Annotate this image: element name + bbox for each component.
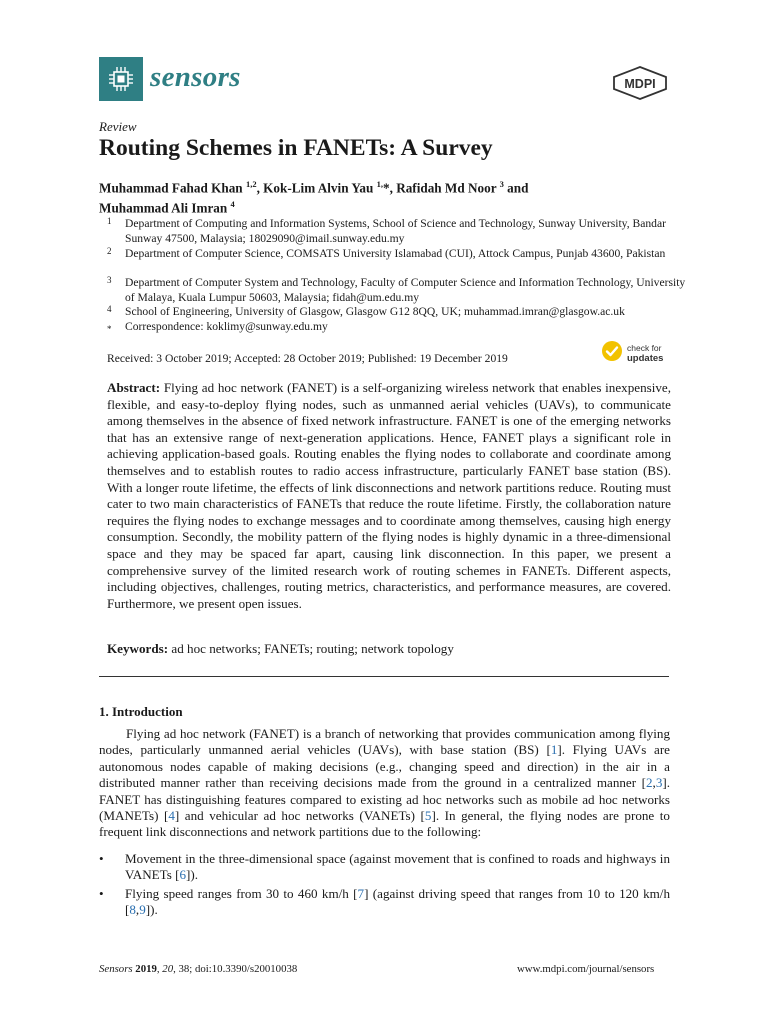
affiliation-mark: 1 bbox=[107, 216, 112, 226]
author-affil-sup: 1, bbox=[376, 179, 383, 189]
check-updates-line2: updates bbox=[627, 352, 664, 364]
citation-link[interactable]: 1 bbox=[550, 742, 558, 758]
bullet-text: ]). bbox=[186, 867, 199, 883]
author-name[interactable]: Muhammad Fahad Khan bbox=[99, 180, 243, 196]
section-heading: 1. Introduction bbox=[99, 704, 183, 719]
bullet-text: Flying speed ranges from 30 to 460 km/h [ bbox=[125, 886, 358, 901]
abstract bbox=[107, 380, 671, 612]
intro-paragraph bbox=[99, 726, 670, 841]
affiliation-1 bbox=[107, 217, 687, 247]
citation-link[interactable]: 7 bbox=[357, 886, 365, 901]
keywords-label: Keywords: bbox=[107, 641, 169, 656]
intro-text: , bbox=[652, 775, 656, 791]
footer-details: , 38; doi:10.3390/s20010038 bbox=[173, 963, 298, 975]
affiliation-4 bbox=[107, 305, 687, 320]
abstract-text: Flying ad hoc network (FANET) is a self-organizing wireless network that enables inexpensive, flexible, and easy-to-deploy flying nodes, such as unmanned aerial vehicles (UAVs), to communicate among themselves in the absence of fixed network infrastructure. FANET is one of the emerging networks that has an extensive range of next-generation applications. Hence, FANET plays a significant role in achieving application-based goals. Routing enables the flying nodes to collaborate and coordinate among themselves and to establish routes to radio access infrastructure, particularly FANET base station (BS). With a longer route lifetime, the effects of link disconnections and network partitions reduce. Routing must cater to two main characteristics of FANETs that reduce the route lifetime. Firstly, the collaboration nature requires the flying nodes to exchange messages and to coordinate among themselves, causing high energy consumption. Secondly, the mobility pattern of the flying nodes is highly dynamic in a three-dimensional space and they may be spaced far apart, causing link disconnection. In this paper, we present a comprehensive survey of the limited research work of routing schemes in FANETs. Different aspects, including objectives, challenges, routing metrics, characteristics, and performance measures, are covered. Furthermore, we present open issues. bbox=[107, 380, 671, 611]
intro-text: ]. FANET has distinguishing features compared to existing ad hoc networks such as mobile ad hoc networks (MANETs) [ bbox=[99, 775, 670, 824]
affiliation-2 bbox=[107, 247, 687, 262]
footer-citation: Sensors 2019, 20, 38; doi:10.3390/s20010038 bbox=[99, 963, 298, 975]
page-title: Routing Schemes in FANETs: A Survey bbox=[99, 135, 493, 161]
list-item bbox=[99, 886, 670, 919]
author-affil-sup: 3 bbox=[499, 179, 504, 189]
abstract-label: Abstract: bbox=[107, 380, 161, 395]
affiliation-mark: * bbox=[107, 324, 112, 334]
article-type: Review bbox=[99, 119, 137, 134]
footer-url[interactable]: www.mdpi.com/journal/sensors bbox=[517, 963, 655, 975]
intro-text: ] and vehicular ad hoc networks (VANETs) [ bbox=[174, 808, 425, 824]
author-separator: and bbox=[503, 180, 529, 196]
check-for-updates-button[interactable] bbox=[601, 340, 663, 367]
chip-icon bbox=[99, 57, 143, 101]
affiliation-text: Department of Computer System and Technology, Faculty of Computer Science and Information Technology, University of Malaya, Kuala Lumpur 50603, Malaysia; fidah@um.edu.my bbox=[125, 276, 686, 304]
check-updates-line1: check for bbox=[627, 343, 662, 353]
check-badge-icon bbox=[601, 340, 623, 367]
author-affil-sup: 1,2 bbox=[245, 179, 257, 189]
intro-text: ]. Flying UAVs are autonomous nodes capable of making decisions (e.g., changing speed and direction) in the air in a distributed manner rather than receiving decisions made from the ground in a centralized manner [ bbox=[99, 742, 670, 791]
journal-name: sensors bbox=[150, 60, 241, 93]
authors-line-1 bbox=[99, 176, 599, 196]
citation-link[interactable]: 9 bbox=[139, 902, 146, 918]
author-name[interactable]: Rafidah Md Noor bbox=[396, 180, 497, 196]
bullet-text: Movement in the three-dimensional space (against movement that is confined to roads and highways in VANETs [ bbox=[125, 851, 670, 883]
check-updates-label bbox=[627, 344, 663, 363]
correspondence-text: Correspondence: koklimy@sunway.edu.my bbox=[125, 320, 328, 333]
affiliation-text: Department of Computing and Information Systems, School of Science and Technology, Sunway University, Bandar Sunway 47500, Malaysia; 18029090@imail.sunway.edu.my bbox=[125, 217, 666, 245]
affiliation-mark: 2 bbox=[107, 246, 112, 256]
citation-link[interactable]: 4 bbox=[168, 808, 175, 824]
citation-link[interactable]: 5 bbox=[424, 808, 432, 824]
bullet-icon: • bbox=[99, 851, 104, 866]
citation-link[interactable]: 6 bbox=[179, 867, 187, 883]
bullet-text: , bbox=[135, 902, 140, 918]
footer-journal: Sensors bbox=[99, 963, 133, 975]
publication-dates: Received: 3 October 2019; Accepted: 28 October 2019; Published: 19 December 2019 bbox=[107, 352, 508, 365]
mdpi-logo bbox=[611, 66, 669, 105]
section-divider bbox=[99, 676, 669, 677]
affiliation-text: School of Engineering, University of Glasgow, Glasgow G12 8QQ, UK; muhammad.imran@glasgow.ac.uk bbox=[125, 305, 625, 318]
intro-text: Flying ad hoc network (FANET) is a branch of networking that provides communication among flying nodes, particularly unmanned aerial vehicles (UAVs), with base station (BS) [ bbox=[99, 726, 670, 758]
bullet-text: ] (against driving speed that ranges from 10 to 120 km/h [ bbox=[125, 886, 670, 918]
author-affil-sup: 4 bbox=[230, 199, 235, 210]
journal-logo bbox=[99, 57, 241, 101]
footer-year: 2019 bbox=[135, 963, 157, 975]
bullet-icon: • bbox=[99, 886, 104, 901]
keywords bbox=[107, 641, 454, 657]
correspondence bbox=[107, 320, 687, 335]
citation-link[interactable]: 8 bbox=[129, 902, 136, 918]
affiliation-mark: 4 bbox=[107, 304, 112, 314]
authors-line-2 bbox=[99, 196, 599, 216]
mdpi-logo-text: MDPI bbox=[624, 77, 656, 91]
citation-link[interactable]: 3 bbox=[655, 775, 663, 791]
citation-link[interactable]: 2 bbox=[645, 775, 653, 791]
author-name[interactable]: Muhammad Ali Imran bbox=[99, 200, 228, 216]
bullet-text: ]). bbox=[145, 902, 158, 918]
author-separator: *, bbox=[383, 180, 397, 196]
author-separator: , bbox=[256, 180, 264, 196]
affiliation-3 bbox=[107, 276, 687, 306]
footer-volume: 20 bbox=[162, 963, 174, 975]
author-name[interactable]: Kok-Lim Alvin Yau bbox=[263, 180, 374, 196]
list-item bbox=[99, 851, 670, 884]
author-list bbox=[99, 176, 599, 217]
affiliation-text: Department of Computer Science, COMSATS University Islamabad (CUI), Attock Campus, Punjab 43600, Pakistan bbox=[125, 247, 666, 260]
affiliation-mark: 3 bbox=[107, 275, 112, 285]
intro-text: ]. In general, the flying nodes are prone to frequent link disconnections and network partitions due to the following: bbox=[99, 808, 670, 840]
keywords-text: ad hoc networks; FANETs; routing; network topology bbox=[171, 641, 454, 656]
